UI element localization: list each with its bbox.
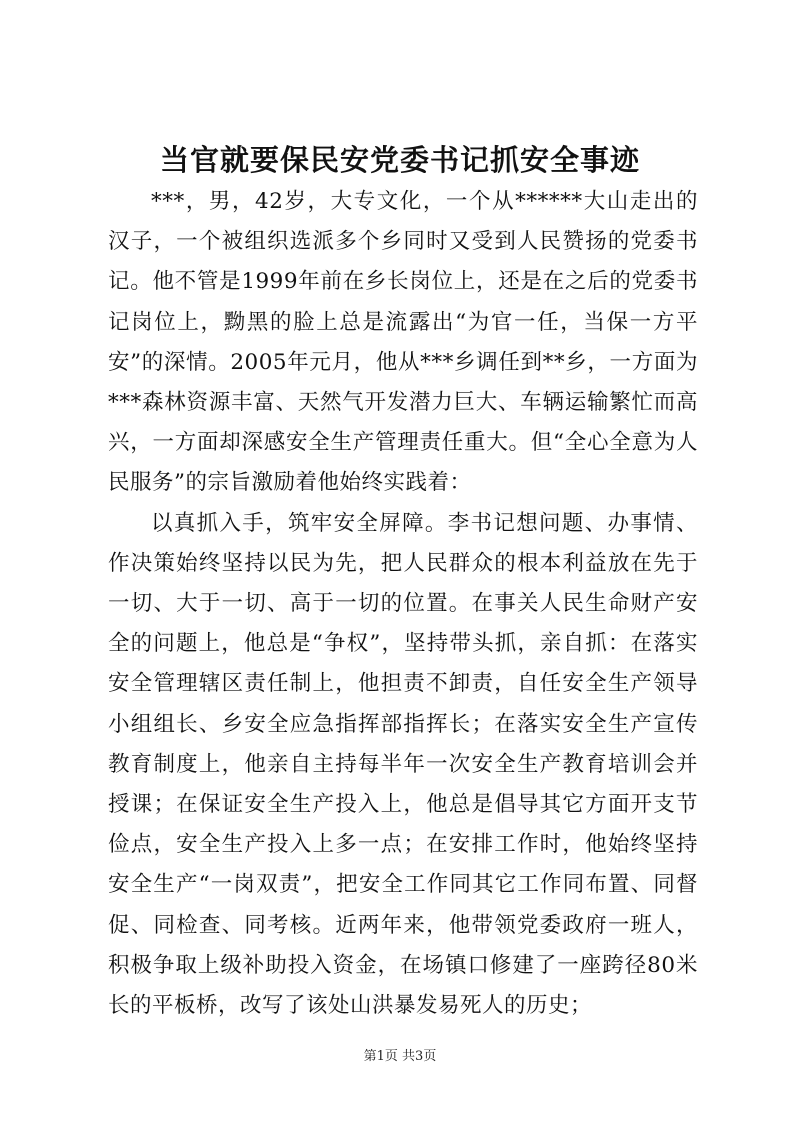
document-body: [108, 182, 698, 1026]
paragraph-intro: ***，男，42岁，大专文化，一个从******大山走出的汉子，一个被组织选派多个乡同时又受到人民赞扬的党委书记。他不管是1999年前在乡长岗位上，还是在之后的党委书记岗位上，黝黑的脸上总是流露出“为官一任，当保一方平安”的深情。2005年元月，他从***乡调任到**乡，一方面为***森林资源丰富、天然气开发潜力巨大、车辆运输繁忙而高兴，一方面却深感安全生产管理责任重大。但“全心全意为人民服务”的宗旨激励着他始终实践着：: [108, 189, 698, 496]
document-title: 当官就要保民安党委书记抓安全事迹: [159, 143, 640, 177]
paragraph-safety-work: 以真抓入手，筑牢安全屏障。李书记想问题、办事情、作决策始终坚持以民为先，把人民群众的根本利益放在先于一切、大于一切、高于一切的位置。在事关人民生命财产安全的问题上，他总是“争权”，坚持带头抓，亲自抓：在落实安全管理辖区责任制上，他担责不卸责，自任安全生产领导小组组长、乡安全应急指挥部指挥长；在落实安全生产宣传教育制度上，他亲自主持每半年一次安全生产教育培训会并授课；在保证安全生产投入上，他总是倡导其它方面开支节俭点，安全生产投入上多一点；在安排工作时，他始终坚持安全生产“一岗双责”，把安全工作同其它工作同布置、同督促、同检查、同考核。近两年来，他带领党委政府一班人，积极争取上级补助投入资金，在场镇口修建了一座跨径80米长的平板桥，改写了该处山洪暴发易死人的历史；: [108, 510, 698, 1019]
page-footer: 第1页 共3页: [363, 1049, 437, 1064]
